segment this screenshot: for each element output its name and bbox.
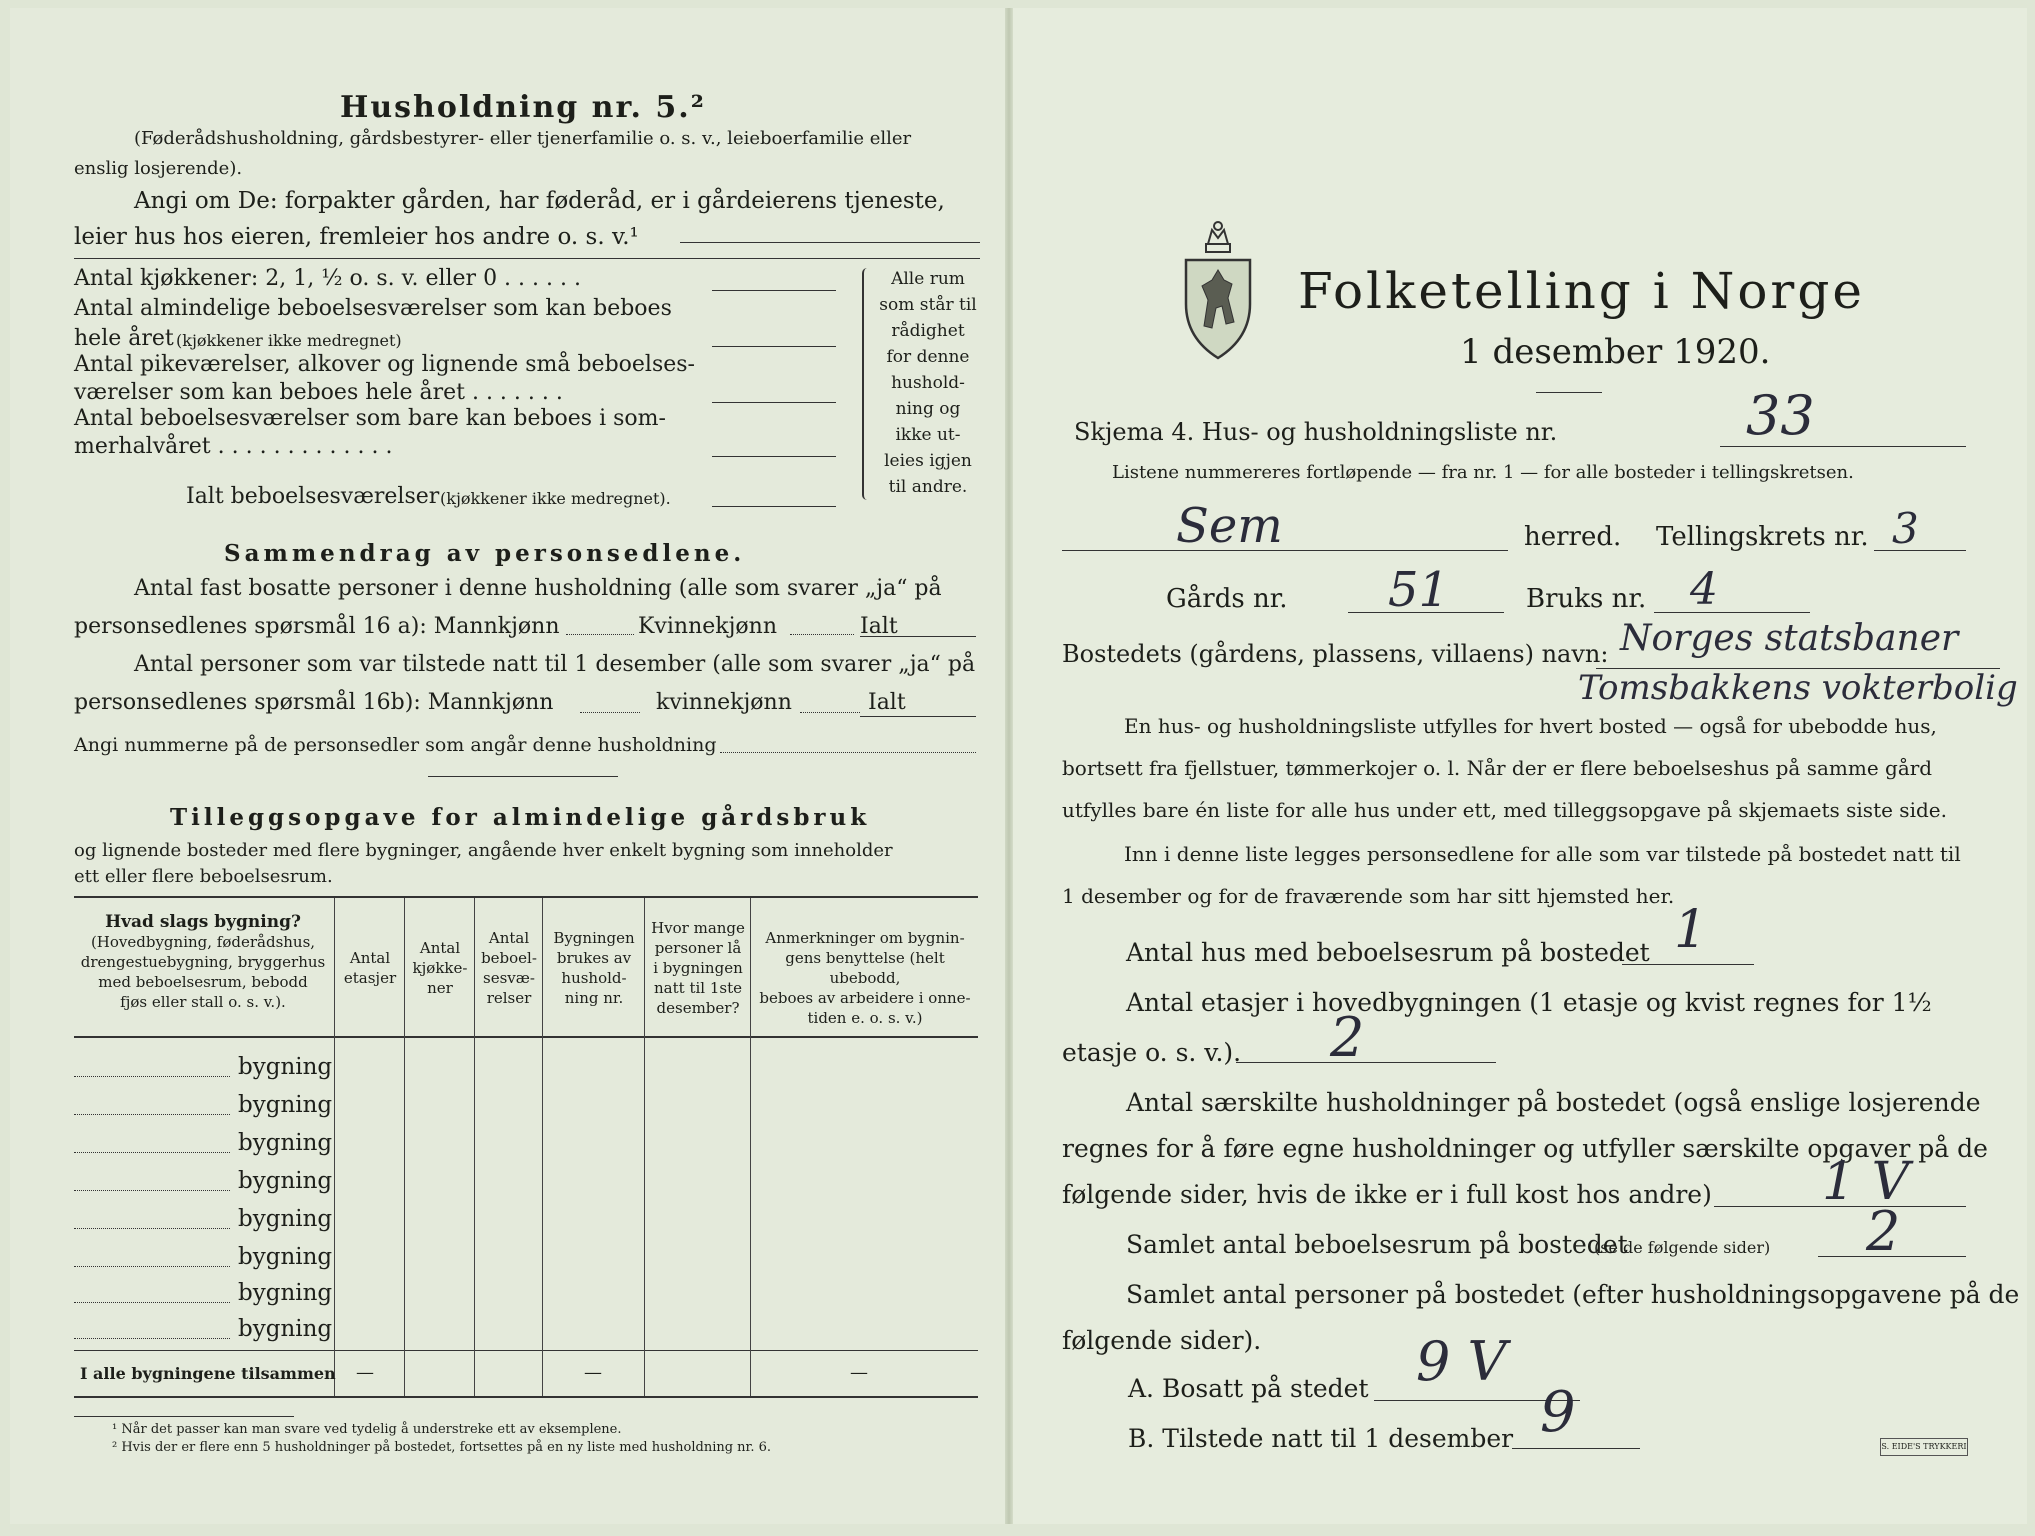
ialt-fill-2 xyxy=(860,716,976,717)
side-brace xyxy=(862,268,872,500)
angi-line-1: Angi om De: forpakter gården, har føderåd, er i gårdeierens tjeneste, xyxy=(134,188,945,214)
header-text: gens benyttelse (helt ubebodd, xyxy=(785,949,945,987)
rooms-small-2: værelser som kan beboes hele året . . . . . . . xyxy=(74,380,563,405)
header-text: brukes av xyxy=(556,949,632,967)
header-text: Anmerkninger om bygnin- xyxy=(765,929,965,947)
herred-label: herred. xyxy=(1524,522,1622,552)
side-note-line: leies igjen xyxy=(884,451,972,471)
row-fill xyxy=(74,1266,230,1267)
rooms-total: Ialt beboelsesværelser xyxy=(186,484,440,509)
side-note-line: til andre. xyxy=(888,477,968,497)
a-rooms: 2 xyxy=(1866,1200,1901,1263)
q-floors-1: Antal etasjer i hovedbygningen (1 etasje og kvist regnes for 1½ xyxy=(1126,988,1932,1017)
household-subtitle-1: (Føderådshusholdning, gårdsbestyrer- eller tjenerfamilie o. s. v., leieboerfamilie eller xyxy=(134,128,912,149)
page-fold xyxy=(1005,8,1013,1524)
bruks-value: 4 xyxy=(1690,564,1718,615)
table-row xyxy=(74,1316,978,1346)
q-households-3: følgende sider, hvis de ikke er i full kost hos andre) xyxy=(1062,1180,1712,1209)
row-fill xyxy=(74,1152,230,1153)
side-note-line: Alle rum xyxy=(891,269,965,289)
bosted-value-2: Tomsbakkens vokterbolig xyxy=(1578,668,2018,708)
instruction-5: 1 desember og for de fraværende som har sitt hjemsted her. xyxy=(1062,884,1675,908)
q-households-1: Antal særskilte husholdninger på bostedet (også enslige losjerende xyxy=(1126,1088,1981,1117)
a-households: 1 V xyxy=(1822,1152,1910,1212)
header-text: desember? xyxy=(656,999,740,1017)
rooms-small: Antal pikeværelser, alkover og lignende små beboelses- xyxy=(74,352,695,377)
footnote-2: ² Hvis der er flere enn 5 husholdninger på bostedet, fortsettes på en ny liste med husholdning nr. 6. xyxy=(112,1440,772,1455)
section-divider xyxy=(428,776,618,777)
q-rooms-small: (se de følgende sider) xyxy=(1594,1238,1771,1257)
footnote-1: ¹ Når det passer kan man svare ved tydelig å understreke ett av eksemplene. xyxy=(112,1422,622,1437)
building-label: bygning xyxy=(238,1280,333,1306)
gards-label: Gårds nr. xyxy=(1166,584,1288,614)
houses-fill xyxy=(1622,964,1754,965)
table-row xyxy=(74,1244,978,1274)
a-residents-value: 9 V xyxy=(1416,1330,1507,1393)
row-fill xyxy=(74,1338,230,1339)
building-label: bygning xyxy=(238,1244,333,1270)
supplement-sub-2: ett eller flere beboelsesrum. xyxy=(74,866,333,887)
summary-ialt-1: Ialt xyxy=(860,614,898,639)
census-title: Folketelling i Norge xyxy=(1298,262,1865,320)
summary-line-5: Angi nummerne på de personsedler som angår denne husholdning xyxy=(74,734,717,756)
building-label: bygning xyxy=(238,1316,333,1342)
household-title: Husholdning nr. 5.² xyxy=(340,90,706,125)
summary-kvinne-1: Kvinnekjønn xyxy=(638,614,777,639)
bosted-value-1: Norges statsbaner xyxy=(1620,618,1959,659)
numbering-note: Listene nummereres fortløpende — fra nr. 1 — for alle bosteder i tellingskretsen. xyxy=(1112,462,1854,483)
header-text: Hvad slags bygning? xyxy=(105,912,301,932)
herred-value: Sem xyxy=(1176,498,1283,554)
header-text: tiden e. o. s. v.) xyxy=(807,1009,923,1027)
footnote-rule xyxy=(74,1416,294,1417)
total-fill xyxy=(712,506,836,507)
krets-value: 3 xyxy=(1892,504,1919,553)
row-fill xyxy=(74,1076,230,1077)
angi-rule xyxy=(74,258,980,259)
supplement-title: Tilleggsopgave for almindelige gårdsbruk xyxy=(170,804,871,831)
summary-title: Sammendrag av personsedlene. xyxy=(224,540,746,567)
q-floors-2: etasje o. s. v.). xyxy=(1062,1038,1242,1067)
rooms-summer: Antal beboelsesværelser som bare kan beboes i som- xyxy=(74,406,666,431)
summary-kvinne-2: kvinnekjønn xyxy=(656,690,792,715)
side-note-line: ning og xyxy=(895,399,961,419)
q-households-2: regnes for å føre egne husholdninger og utfyller særskilte opgaver på de xyxy=(1062,1134,1988,1163)
angi-line-2: leier hus hos eieren, fremleier hos andre o. s. v.¹ xyxy=(74,224,639,250)
summary-line-3: Antal personer som var tilstede natt til 1 desember (alle som svarer „ja“ på xyxy=(134,652,976,677)
rooms-kitchens: Antal kjøkkener: 2, 1, ½ o. s. v. eller 0 . . . . . . xyxy=(74,266,581,291)
table-row xyxy=(74,1280,978,1310)
header-text: etasjer xyxy=(343,969,397,987)
bruks-label: Bruks nr. xyxy=(1526,584,1647,614)
rooms-ordinary: Antal almindelige beboelsesværelser som kan beboes xyxy=(74,296,672,321)
header-text: drengestuebygning, bryggerhus xyxy=(80,953,326,971)
kitchens-fill xyxy=(712,290,836,291)
header-text: hushold- xyxy=(561,969,627,987)
krets-label: Tellingskrets nr. xyxy=(1656,522,1869,552)
schema-number: 33 xyxy=(1746,384,1815,447)
male-fill-1 xyxy=(566,634,634,635)
herred-fill xyxy=(1062,550,1508,551)
household-subtitle-2: enslig losjerende). xyxy=(74,158,243,179)
table-row xyxy=(74,1092,978,1122)
side-note-line: rådighet xyxy=(891,321,965,341)
header-kitchens xyxy=(406,938,474,998)
summary-ialt-2: Ialt xyxy=(868,690,906,715)
header-text: beboel- xyxy=(481,949,537,967)
row-fill xyxy=(74,1302,230,1303)
q-houses: Antal hus med beboelsesrum på bostedet xyxy=(1126,938,1650,967)
side-note-line: for denne xyxy=(886,347,970,367)
row-fill xyxy=(74,1114,230,1115)
header-text: ner xyxy=(427,979,453,997)
gards-value: 51 xyxy=(1388,562,1450,618)
numbers-fill xyxy=(720,752,976,753)
header-text: personer lå xyxy=(654,939,742,957)
instruction-1: En hus- og husholdningsliste utfylles for hvert bosted — også for ubebodde hus, xyxy=(1124,714,1937,738)
instruction-2: bortsett fra fjellstuer, tømmerkojer o. l. Når der er flere beboelseshus på samme gård xyxy=(1062,756,1933,780)
row-fill xyxy=(74,1190,230,1191)
header-text: i bygningen xyxy=(653,959,743,977)
total-row-label: I alle bygningene tilsammen xyxy=(80,1364,336,1383)
header-household xyxy=(544,928,644,1008)
floors-fill xyxy=(1236,1062,1496,1063)
header-text: Hvor mange xyxy=(651,919,745,937)
table-total-rule xyxy=(74,1350,978,1351)
ordinary-fill xyxy=(712,346,836,347)
census-date: 1 desember 1920. xyxy=(1460,332,1771,372)
a-residents-label: A. Bosatt på stedet xyxy=(1128,1374,1369,1403)
summary-line-4: personsedlenes spørsmål 16b): Mannkjønn xyxy=(74,690,554,715)
female-fill-2 xyxy=(800,712,860,713)
total-dash: — xyxy=(356,1362,374,1383)
header-text: kjøkke- xyxy=(412,959,468,977)
header-text: med beboelsesrum, bebodd xyxy=(98,973,308,991)
q-persons-2: følgende sider). xyxy=(1062,1326,1262,1355)
angi-fill-line xyxy=(680,242,980,243)
header-text: beboes av arbeidere i onne- xyxy=(759,989,971,1007)
header-text: fjøs eller stall o. s. v.). xyxy=(120,993,286,1011)
header-building-type xyxy=(74,912,332,1012)
table-row xyxy=(74,1206,978,1236)
side-note-line: hushold- xyxy=(891,373,965,393)
b-present-label: B. Tilstede natt til 1 desember xyxy=(1128,1424,1514,1453)
header-floors xyxy=(336,948,404,988)
header-text: ning nr. xyxy=(564,989,624,1007)
male-fill-2 xyxy=(580,712,640,713)
summer-fill xyxy=(712,456,836,457)
header-text: sesvæ- xyxy=(483,969,535,987)
a-houses: 1 xyxy=(1674,900,1708,960)
row-fill xyxy=(74,1228,230,1229)
q-persons-1: Samlet antal personer på bostedet (efter husholdningsopgavene på de xyxy=(1126,1280,2020,1309)
header-rooms xyxy=(476,928,542,1008)
building-label: bygning xyxy=(238,1168,333,1194)
header-text: Antal xyxy=(488,929,530,947)
printer-stamp xyxy=(1880,1438,1968,1456)
building-label: bygning xyxy=(238,1054,333,1080)
instruction-3: utfylles bare én liste for alle hus under ett, med tilleggsopgave på skjemaets siste side. xyxy=(1062,798,1947,822)
a-floors: 2 xyxy=(1330,1006,1365,1069)
printer-stamp-text: S. EIDE'S TRYKKERI xyxy=(1881,1442,1967,1451)
bosted-label: Bostedets (gårdens, plassens, villaens) navn: xyxy=(1062,640,1609,668)
b-present-value: 9 xyxy=(1540,1380,1576,1445)
small-fill xyxy=(712,402,836,403)
header-text: (Hovedbygning, føderådshus, xyxy=(90,933,316,951)
table-top-rule xyxy=(74,896,978,898)
table-row xyxy=(74,1054,978,1084)
q-rooms: Samlet antal beboelsesrum på bostedet xyxy=(1126,1230,1628,1259)
bruks-fill xyxy=(1654,612,1810,613)
header-text: Antal xyxy=(419,939,461,957)
table-header-rule xyxy=(74,1036,978,1038)
side-note xyxy=(874,266,982,500)
coat-of-arms-icon xyxy=(1178,214,1258,364)
header-persons xyxy=(646,918,750,1018)
building-label: bygning xyxy=(238,1092,333,1118)
table-bottom-rule xyxy=(74,1396,978,1398)
total-dash: — xyxy=(584,1362,602,1383)
rooms-ordinary-note: (kjøkkener ikke medregnet) xyxy=(176,331,402,350)
header-text: Antal xyxy=(349,949,391,967)
side-note-line: ikke ut- xyxy=(895,425,961,445)
summary-line-1: Antal fast bosatte personer i denne husholdning (alle som svarer „ja“ på xyxy=(134,576,942,601)
supplement-sub-1: og lignende bosteder med flere bygninger, angående hver enkelt bygning som inneholder xyxy=(74,840,893,861)
total-dash: — xyxy=(850,1362,868,1383)
header-remarks xyxy=(752,928,978,1028)
header-text: relser xyxy=(486,989,532,1007)
instruction-4: Inn i denne liste legges personsedlene for alle som var tilstede på bostedet natt til xyxy=(1124,842,1961,866)
schema-label: Skjema 4. Hus- og husholdningsliste nr. xyxy=(1074,418,1558,446)
header-text: Bygningen xyxy=(553,929,635,947)
summary-line-2: personsedlenes spørsmål 16 a): Mannkjønn xyxy=(74,614,560,639)
table-row xyxy=(74,1130,978,1160)
building-label: bygning xyxy=(238,1206,333,1232)
header-text: natt til 1ste xyxy=(654,979,742,997)
present-fill xyxy=(1512,1448,1640,1449)
ialt-fill-1 xyxy=(860,636,976,637)
rooms-ordinary-2: hele året xyxy=(74,326,174,351)
side-note-line: som står til xyxy=(879,295,977,315)
title-divider xyxy=(1536,392,1602,393)
krets-fill xyxy=(1874,550,1966,551)
rooms-total-note: (kjøkkener ikke medregnet). xyxy=(440,489,671,508)
building-label: bygning xyxy=(238,1130,333,1156)
rooms-summer-2: merhalvåret . . . . . . . . . . . . . xyxy=(74,434,393,459)
table-row xyxy=(74,1168,978,1198)
female-fill-1 xyxy=(790,634,854,635)
